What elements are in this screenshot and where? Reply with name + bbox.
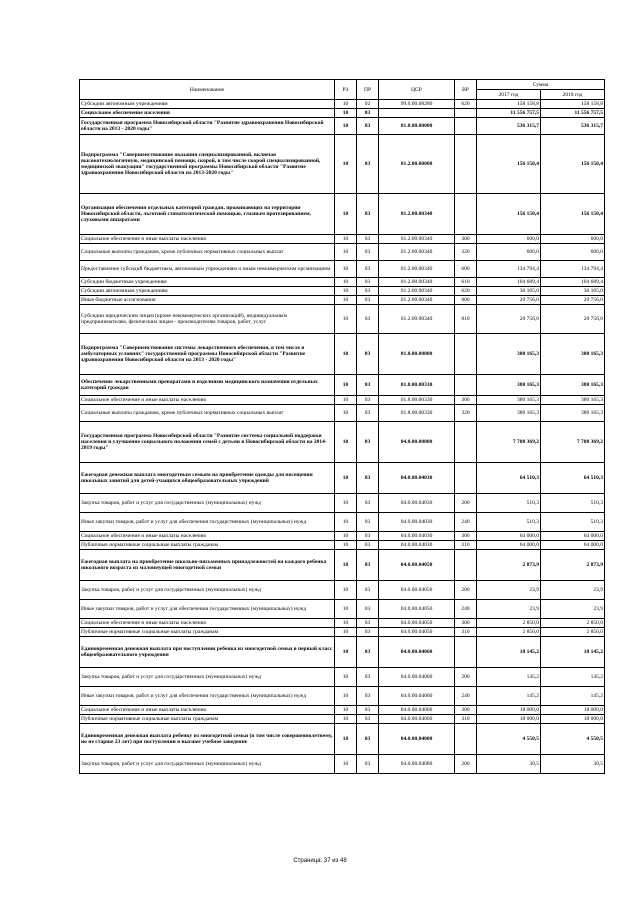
row-sum-2017: 104 689,4 bbox=[477, 278, 541, 287]
row-pr: 03 bbox=[357, 541, 379, 550]
row-pr: 03 bbox=[357, 619, 379, 628]
row-sum-2018: 156 150,4 bbox=[541, 194, 605, 235]
row-pr: 03 bbox=[357, 118, 379, 135]
row-pr: 03 bbox=[357, 715, 379, 724]
row-name: Публичные нормативные социальные выплаты гражданам bbox=[80, 628, 335, 637]
row-name: Закупка товаров, работ и услуг для государственных (муниципальных) нужд bbox=[80, 755, 335, 774]
row-csr: 01.8.00.00330 bbox=[379, 396, 455, 405]
table-row bbox=[80, 532, 605, 541]
row-vr bbox=[455, 109, 477, 118]
header-sum: Сумма bbox=[477, 80, 605, 90]
row-vr: 300 bbox=[455, 619, 477, 628]
row-sum-2018: 600,0 bbox=[541, 244, 605, 261]
row-sum-2018: 536 315,7 bbox=[541, 118, 605, 135]
row-pr: 03 bbox=[357, 581, 379, 600]
row-pr: 03 bbox=[357, 755, 379, 774]
row-rz: 10 bbox=[335, 235, 357, 244]
row-sum-2018: 156 150,4 bbox=[541, 135, 605, 194]
row-sum-2018: 30,5 bbox=[541, 755, 605, 774]
table-row bbox=[80, 118, 605, 135]
header-pr: ПР bbox=[357, 80, 379, 100]
row-name: Публичные нормативные социальные выплаты гражданам bbox=[80, 541, 335, 550]
row-rz: 10 bbox=[335, 463, 357, 494]
table-row bbox=[80, 619, 605, 628]
row-rz: 10 bbox=[335, 305, 357, 334]
table-row bbox=[80, 334, 605, 375]
table-row bbox=[80, 550, 605, 581]
row-csr: 01.2.00.00340 bbox=[379, 244, 455, 261]
row-sum-2018: 20 756,0 bbox=[541, 296, 605, 305]
table-row bbox=[80, 541, 605, 550]
row-vr: 310 bbox=[455, 628, 477, 637]
row-rz: 10 bbox=[335, 405, 357, 422]
table-row bbox=[80, 396, 605, 405]
row-vr: 320 bbox=[455, 244, 477, 261]
row-sum-2017: 64 000,0 bbox=[477, 541, 541, 550]
row-pr: 03 bbox=[357, 600, 379, 619]
row-csr: 01.8.00.00000 bbox=[379, 334, 455, 375]
row-rz: 10 bbox=[335, 637, 357, 668]
page-footer: Страница: 37 из 48 bbox=[293, 858, 347, 864]
row-sum-2018: 7 788 369,2 bbox=[541, 422, 605, 463]
row-sum-2017: 156 150,4 bbox=[477, 135, 541, 194]
row-name: Обеспечение лекарственными препаратами и изделиями медицинского назначения отдельных категорий граждан bbox=[80, 375, 335, 396]
row-sum-2017: 30 105,0 bbox=[477, 287, 541, 296]
table-row bbox=[80, 287, 605, 296]
table-row bbox=[80, 278, 605, 287]
row-pr: 02 bbox=[357, 100, 379, 109]
row-vr bbox=[455, 422, 477, 463]
row-sum-2017: 2 850,0 bbox=[477, 628, 541, 637]
row-name: Иные бюджетные ассигнования bbox=[80, 296, 335, 305]
row-vr: 600 bbox=[455, 261, 477, 278]
row-vr: 800 bbox=[455, 296, 477, 305]
row-name: Подпрограмма "Совершенствование системы лекарственного обеспечения, в том числе в амбулаторных условиях" государственной программы Новосибирской области "Развитие здравоохранения Новосибирской области на 2013 - 2020 годы" bbox=[80, 334, 335, 375]
row-rz: 10 bbox=[335, 244, 357, 261]
row-vr bbox=[455, 194, 477, 235]
row-csr: 04.0.00.04060 bbox=[379, 715, 455, 724]
row-name: Закупка товаров, работ и услуг для государственных (муниципальных) нужд bbox=[80, 668, 335, 687]
header-csr: ЦСР bbox=[379, 80, 455, 100]
row-vr: 310 bbox=[455, 715, 477, 724]
table-row bbox=[80, 687, 605, 706]
row-sum-2018: 104 689,4 bbox=[541, 278, 605, 287]
row-pr: 03 bbox=[357, 305, 379, 334]
row-sum-2017: 600,0 bbox=[477, 244, 541, 261]
row-rz: 10 bbox=[335, 261, 357, 278]
row-pr: 03 bbox=[357, 513, 379, 532]
table-row bbox=[80, 715, 605, 724]
budget-table bbox=[79, 79, 605, 774]
row-name: Закупка товаров, работ и услуг для государственных (муниципальных) нужд bbox=[80, 494, 335, 513]
row-pr: 03 bbox=[357, 532, 379, 541]
row-name: Иные закупки товаров, работ и услуг для обеспечения государственных (муниципальных) нужд bbox=[80, 687, 335, 706]
row-sum-2017: 23,9 bbox=[477, 600, 541, 619]
row-csr: 04.0.00.04030 bbox=[379, 541, 455, 550]
row-sum-2018: 18 145,2 bbox=[541, 637, 605, 668]
row-sum-2018: 2 850,0 bbox=[541, 628, 605, 637]
table-row bbox=[80, 405, 605, 422]
header-year-2018: 2018 год bbox=[541, 90, 605, 100]
row-name: Предоставление субсидий бюджетным, автономным учреждениям и иным некоммерческим организациям bbox=[80, 261, 335, 278]
row-sum-2017: 2 873,9 bbox=[477, 550, 541, 581]
row-csr: 04.0.00.04050 bbox=[379, 619, 455, 628]
row-name: Социальное обеспечение и иные выплаты населению bbox=[80, 619, 335, 628]
row-pr: 03 bbox=[357, 244, 379, 261]
row-pr: 03 bbox=[357, 235, 379, 244]
row-csr: 04.0.00.00000 bbox=[379, 422, 455, 463]
table-row bbox=[80, 463, 605, 494]
row-csr: 04.0.00.04060 bbox=[379, 637, 455, 668]
row-sum-2018: 510,3 bbox=[541, 513, 605, 532]
row-vr bbox=[455, 724, 477, 755]
row-csr: 01.8.00.00330 bbox=[379, 375, 455, 396]
row-sum-2017: 145,2 bbox=[477, 668, 541, 687]
table-row bbox=[80, 109, 605, 118]
table-row bbox=[80, 375, 605, 396]
table-body bbox=[80, 100, 605, 774]
row-sum-2018: 18 000,0 bbox=[541, 706, 605, 715]
row-sum-2018: 64 510,3 bbox=[541, 463, 605, 494]
row-sum-2017: 380 165,3 bbox=[477, 405, 541, 422]
row-sum-2018: 158 158,8 bbox=[541, 100, 605, 109]
row-rz: 10 bbox=[335, 532, 357, 541]
table-row bbox=[80, 724, 605, 755]
row-csr: 01.2.00.00340 bbox=[379, 278, 455, 287]
row-csr: 01.8.00.00330 bbox=[379, 405, 455, 422]
table-row bbox=[80, 494, 605, 513]
row-pr: 03 bbox=[357, 296, 379, 305]
table-row bbox=[80, 261, 605, 278]
row-name: Социальные выплаты гражданам, кроме публичных нормативных социальных выплат bbox=[80, 405, 335, 422]
row-sum-2018: 2 850,0 bbox=[541, 619, 605, 628]
row-rz: 10 bbox=[335, 550, 357, 581]
row-csr: 04.0.00.04060 bbox=[379, 706, 455, 715]
row-csr: 04.0.00.04030 bbox=[379, 463, 455, 494]
row-sum-2017: 380 165,3 bbox=[477, 375, 541, 396]
row-csr: 01.2.00.00340 bbox=[379, 287, 455, 296]
row-pr: 03 bbox=[357, 550, 379, 581]
row-csr: 04.0.00.04060 bbox=[379, 687, 455, 706]
row-sum-2018: 380 165,3 bbox=[541, 396, 605, 405]
table-row bbox=[80, 628, 605, 637]
row-sum-2018: 23,9 bbox=[541, 581, 605, 600]
row-csr: 01.2.00.00340 bbox=[379, 305, 455, 334]
row-sum-2017: 145,2 bbox=[477, 687, 541, 706]
row-name: Социальное обеспечение и иные выплаты населению bbox=[80, 235, 335, 244]
row-name: Социальное обеспечение населения bbox=[80, 109, 335, 118]
header-rz: РЗ bbox=[335, 80, 357, 100]
row-sum-2018: 64 000,0 bbox=[541, 532, 605, 541]
row-pr: 03 bbox=[357, 706, 379, 715]
row-vr: 620 bbox=[455, 287, 477, 296]
row-sum-2017: 158 158,8 bbox=[477, 100, 541, 109]
row-csr: 04.0.00.04050 bbox=[379, 600, 455, 619]
row-sum-2018: 23,9 bbox=[541, 600, 605, 619]
row-sum-2017: 536 315,7 bbox=[477, 118, 541, 135]
row-name: Социальное обеспечение и иные выплаты населению bbox=[80, 532, 335, 541]
row-csr: 04.0.00.04050 bbox=[379, 550, 455, 581]
row-name: Единовременная денежная выплата при поступлении ребенка из многодетной семьи в первый класс общеобразовательного учреждения bbox=[80, 637, 335, 668]
row-name: Единовременная денежная выплата ребенку из многодетной семьи (в том числе совершеннолетнему, но не старше 23 лет) при поступлении в высшее учебное заведение bbox=[80, 724, 335, 755]
row-pr: 03 bbox=[357, 405, 379, 422]
row-vr: 200 bbox=[455, 581, 477, 600]
row-csr: 01.2.00.00000 bbox=[379, 135, 455, 194]
row-pr: 03 bbox=[357, 463, 379, 494]
table-row bbox=[80, 244, 605, 261]
row-csr: 01.2.00.00340 bbox=[379, 194, 455, 235]
row-rz: 10 bbox=[335, 296, 357, 305]
table-row bbox=[80, 235, 605, 244]
row-sum-2018: 134 794,4 bbox=[541, 261, 605, 278]
row-vr: 620 bbox=[455, 100, 477, 109]
table-row bbox=[80, 422, 605, 463]
row-sum-2017: 600,0 bbox=[477, 235, 541, 244]
header-name: Наименование bbox=[80, 80, 335, 100]
row-sum-2017: 7 788 369,2 bbox=[477, 422, 541, 463]
row-vr bbox=[455, 118, 477, 135]
row-sum-2018: 510,3 bbox=[541, 494, 605, 513]
row-rz: 10 bbox=[335, 687, 357, 706]
row-csr: 04.0.00.04050 bbox=[379, 628, 455, 637]
table-row bbox=[80, 755, 605, 774]
row-pr: 03 bbox=[357, 687, 379, 706]
header-year-2017: 2017 год bbox=[477, 90, 541, 100]
table-row bbox=[80, 637, 605, 668]
row-sum-2017: 4 550,5 bbox=[477, 724, 541, 755]
row-name: Государственная программа Новосибирской области "Развитие системы социальной поддержки населения и улучшение социального положения семей с детьми в Новосибирской области на 2014-2019 годы" bbox=[80, 422, 335, 463]
row-sum-2018: 18 000,0 bbox=[541, 715, 605, 724]
row-name: Закупка товаров, работ и услуг для государственных (муниципальных) нужд bbox=[80, 581, 335, 600]
row-name: Субсидии юридическим лицам (кроме некоммерческих организаций), индивидуальным предпринимателям, физическим лицам - производителям товаров, работ, услуг bbox=[80, 305, 335, 334]
row-csr: 04.0.00.04080 bbox=[379, 724, 455, 755]
row-pr: 03 bbox=[357, 334, 379, 375]
row-name: Социальное обеспечение и иные выплаты населению bbox=[80, 706, 335, 715]
row-sum-2017: 2 850,0 bbox=[477, 619, 541, 628]
row-name: Подпрограмма "Совершенствование оказания специализированной, включая высокотехнологичную, медицинской помощи, скорой, в том числе скорой специализированной, медицинской эвакуации" государственной программы Новосибирской области "Развитие здравоохранения Новосибирской области на 2013-2020 годы" bbox=[80, 135, 335, 194]
row-vr: 300 bbox=[455, 706, 477, 715]
row-pr: 03 bbox=[357, 396, 379, 405]
row-pr: 03 bbox=[357, 637, 379, 668]
row-pr: 03 bbox=[357, 628, 379, 637]
row-rz: 10 bbox=[335, 619, 357, 628]
row-rz: 10 bbox=[335, 422, 357, 463]
row-sum-2017: 510,3 bbox=[477, 494, 541, 513]
row-rz: 10 bbox=[335, 109, 357, 118]
table-row bbox=[80, 305, 605, 334]
row-rz: 10 bbox=[335, 396, 357, 405]
row-sum-2017: 18 000,0 bbox=[477, 715, 541, 724]
row-pr: 03 bbox=[357, 422, 379, 463]
row-vr: 300 bbox=[455, 396, 477, 405]
row-sum-2018: 380 165,3 bbox=[541, 405, 605, 422]
table-row bbox=[80, 668, 605, 687]
row-name: Ежегодная выплата на приобретение школьно-письменных принадлежностей на каждого ребенка школьного возраста из малоимущей многодетной семьи bbox=[80, 550, 335, 581]
row-name: Публичные нормативные социальные выплаты гражданам bbox=[80, 715, 335, 724]
row-rz: 10 bbox=[335, 135, 357, 194]
row-pr: 03 bbox=[357, 375, 379, 396]
row-pr: 03 bbox=[357, 109, 379, 118]
row-csr: 04.0.00.04080 bbox=[379, 755, 455, 774]
row-name: Социальное обеспечение и иные выплаты населению bbox=[80, 396, 335, 405]
row-name: Социальные выплаты гражданам, кроме публичных нормативных социальных выплат bbox=[80, 244, 335, 261]
row-pr: 03 bbox=[357, 261, 379, 278]
row-sum-2017: 380 165,3 bbox=[477, 334, 541, 375]
row-rz: 10 bbox=[335, 194, 357, 235]
row-rz: 10 bbox=[335, 628, 357, 637]
table-row bbox=[80, 100, 605, 109]
row-sum-2017: 11 556 757,5 bbox=[477, 109, 541, 118]
row-csr: 04.0.00.04050 bbox=[379, 581, 455, 600]
row-pr: 03 bbox=[357, 724, 379, 755]
row-rz: 10 bbox=[335, 118, 357, 135]
row-pr: 03 bbox=[357, 287, 379, 296]
row-rz: 10 bbox=[335, 706, 357, 715]
table-row bbox=[80, 135, 605, 194]
row-name: Субсидии автономным учреждениям bbox=[80, 287, 335, 296]
row-sum-2018: 600,0 bbox=[541, 235, 605, 244]
header-vr: ВР bbox=[455, 80, 477, 100]
row-rz: 10 bbox=[335, 513, 357, 532]
row-sum-2017: 23,9 bbox=[477, 581, 541, 600]
row-sum-2017: 18 145,2 bbox=[477, 637, 541, 668]
table-row bbox=[80, 600, 605, 619]
row-sum-2018: 380 165,3 bbox=[541, 375, 605, 396]
row-vr: 810 bbox=[455, 305, 477, 334]
row-csr: 04.0.00.04030 bbox=[379, 532, 455, 541]
row-rz: 10 bbox=[335, 668, 357, 687]
row-rz: 10 bbox=[335, 724, 357, 755]
row-sum-2017: 510,3 bbox=[477, 513, 541, 532]
row-rz: 10 bbox=[335, 581, 357, 600]
table-row bbox=[80, 513, 605, 532]
row-name: Иные закупки товаров, работ и услуг для обеспечения государственных (муниципальных) нужд bbox=[80, 600, 335, 619]
row-name: Ежегодная денежная выплата многодетным семьям на приобретение одежды для посещения школьных занятий для детей-учащихся общеобразовательных учреждений bbox=[80, 463, 335, 494]
row-sum-2017: 64 000,0 bbox=[477, 532, 541, 541]
row-vr: 300 bbox=[455, 235, 477, 244]
row-vr bbox=[455, 375, 477, 396]
row-vr: 320 bbox=[455, 405, 477, 422]
table-header-row bbox=[80, 80, 605, 90]
row-vr: 300 bbox=[455, 532, 477, 541]
row-csr: 99.0.00.08280 bbox=[379, 100, 455, 109]
row-csr: 01.2.00.00340 bbox=[379, 296, 455, 305]
row-sum-2018: 145,2 bbox=[541, 668, 605, 687]
row-name: Организация обеспечения отдельных категорий граждан, проживающих на территории Новосибирской области, льготной стоматологической помощью, глазным протезированием, слуховыми аппаратами bbox=[80, 194, 335, 235]
row-rz: 10 bbox=[335, 755, 357, 774]
row-pr: 03 bbox=[357, 135, 379, 194]
row-sum-2018: 2 873,9 bbox=[541, 550, 605, 581]
row-vr: 240 bbox=[455, 687, 477, 706]
row-vr: 200 bbox=[455, 668, 477, 687]
row-vr bbox=[455, 550, 477, 581]
row-sum-2017: 18 000,0 bbox=[477, 706, 541, 715]
row-rz: 10 bbox=[335, 494, 357, 513]
row-csr bbox=[379, 109, 455, 118]
budget-table-container bbox=[79, 79, 605, 774]
row-sum-2017: 20 756,0 bbox=[477, 305, 541, 334]
row-name: Субсидии автономным учреждениям bbox=[80, 100, 335, 109]
row-sum-2018: 4 550,5 bbox=[541, 724, 605, 755]
row-sum-2018: 11 556 757,5 bbox=[541, 109, 605, 118]
row-vr: 200 bbox=[455, 494, 477, 513]
row-rz: 10 bbox=[335, 278, 357, 287]
row-vr: 310 bbox=[455, 541, 477, 550]
row-csr: 04.0.00.04030 bbox=[379, 513, 455, 532]
row-sum-2018: 20 756,0 bbox=[541, 305, 605, 334]
row-rz: 10 bbox=[335, 600, 357, 619]
row-sum-2017: 134 794,4 bbox=[477, 261, 541, 278]
table-row bbox=[80, 194, 605, 235]
row-name: Иные закупки товаров, работ и услуг для обеспечения государственных (муниципальных) нужд bbox=[80, 513, 335, 532]
row-sum-2017: 20 756,0 bbox=[477, 296, 541, 305]
row-vr bbox=[455, 334, 477, 375]
row-vr bbox=[455, 637, 477, 668]
row-sum-2018: 145,2 bbox=[541, 687, 605, 706]
row-csr: 01.2.00.00340 bbox=[379, 235, 455, 244]
table-row bbox=[80, 706, 605, 715]
row-vr: 200 bbox=[455, 755, 477, 774]
row-rz: 10 bbox=[335, 334, 357, 375]
table-row bbox=[80, 581, 605, 600]
row-name: Субсидии бюджетным учреждениям bbox=[80, 278, 335, 287]
row-sum-2017: 380 165,3 bbox=[477, 396, 541, 405]
row-rz: 10 bbox=[335, 541, 357, 550]
table-row bbox=[80, 296, 605, 305]
row-rz: 10 bbox=[335, 100, 357, 109]
row-rz: 10 bbox=[335, 375, 357, 396]
row-pr: 03 bbox=[357, 194, 379, 235]
row-rz: 10 bbox=[335, 715, 357, 724]
row-vr: 610 bbox=[455, 278, 477, 287]
row-name: Государственная программа Новосибирской области "Развитие здравоохранения Новосибирской области на 2013 - 2020 годы" bbox=[80, 118, 335, 135]
row-pr: 03 bbox=[357, 278, 379, 287]
row-csr: 01.0.00.00000 bbox=[379, 118, 455, 135]
row-sum-2017: 64 510,3 bbox=[477, 463, 541, 494]
row-rz: 10 bbox=[335, 287, 357, 296]
row-sum-2018: 30 105,0 bbox=[541, 287, 605, 296]
row-sum-2018: 64 000,0 bbox=[541, 541, 605, 550]
row-sum-2017: 156 150,4 bbox=[477, 194, 541, 235]
row-pr: 03 bbox=[357, 494, 379, 513]
row-vr: 240 bbox=[455, 600, 477, 619]
row-vr bbox=[455, 463, 477, 494]
row-csr: 04.0.00.04030 bbox=[379, 494, 455, 513]
row-csr: 01.2.00.00340 bbox=[379, 261, 455, 278]
row-vr bbox=[455, 135, 477, 194]
row-sum-2018: 380 165,3 bbox=[541, 334, 605, 375]
row-vr: 240 bbox=[455, 513, 477, 532]
row-sum-2017: 30,5 bbox=[477, 755, 541, 774]
row-csr: 04.0.00.04060 bbox=[379, 668, 455, 687]
row-pr: 03 bbox=[357, 668, 379, 687]
